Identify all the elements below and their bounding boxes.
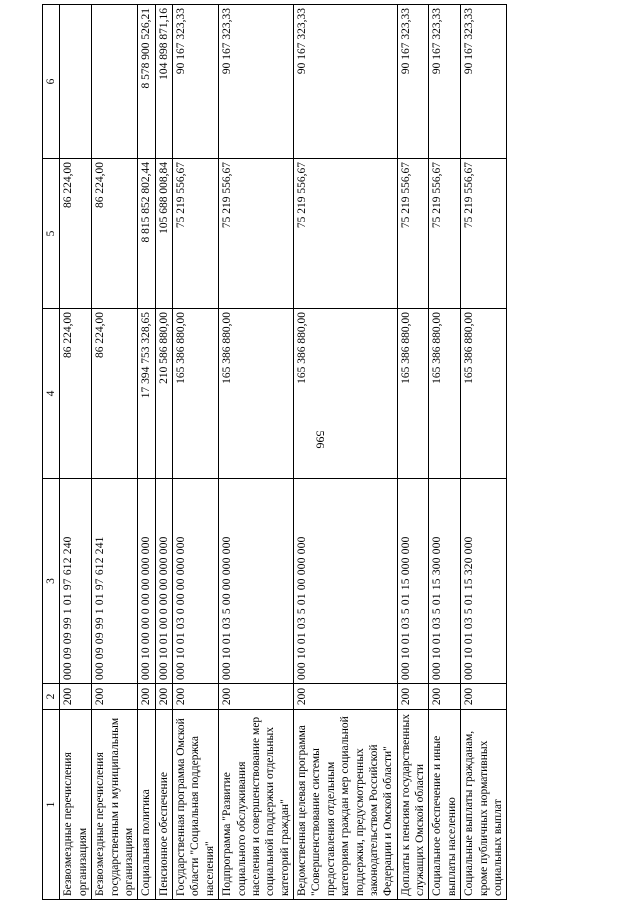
col-header-4: 4 [43, 309, 60, 479]
row-value-5: 86 224,00 [60, 159, 92, 309]
row-code: 200 [60, 684, 92, 710]
row-value-5: 75 219 556,67 [429, 159, 461, 309]
budget-table [42, 4, 507, 900]
col-header-3: 3 [43, 479, 60, 684]
row-value-4: 165 386 880,00 [294, 309, 398, 479]
row-kbk: 000 10 01 03 5 00 00 000 000 [219, 479, 294, 684]
table-row [219, 5, 294, 900]
table-row [461, 5, 507, 900]
row-value-5: 75 219 556,67 [461, 159, 507, 309]
row-code: 200 [155, 684, 172, 710]
table-row [429, 5, 461, 900]
page-number: 596 [313, 430, 328, 449]
col-header-5: 5 [43, 159, 60, 309]
row-value-4: 165 386 880,00 [219, 309, 294, 479]
row-value-5: 75 219 556,67 [173, 159, 219, 309]
row-value-6 [92, 5, 138, 159]
row-code: 200 [92, 684, 138, 710]
row-value-6: 104 898 871,16 [155, 5, 172, 159]
row-kbk: 000 10 01 03 0 00 00 000 000 [173, 479, 219, 684]
row-value-4: 210 586 880,00 [155, 309, 172, 479]
row-kbk: 000 09 09 99 1 01 97 612 241 [92, 479, 138, 684]
row-code: 200 [294, 684, 398, 710]
table-row [155, 5, 172, 900]
table-row [60, 5, 92, 900]
row-value-5: 75 219 556,67 [294, 159, 398, 309]
row-name: Государственная программа Омской области "Социальная поддержка населения" [173, 710, 219, 900]
row-kbk: 000 10 01 00 0 00 00 000 000 [155, 479, 172, 684]
row-kbk: 000 09 09 99 1 01 97 612 240 [60, 479, 92, 684]
row-name: Подпрограмма "Развитие социального обслуживания населения и совершенствование мер социальной поддержки отдельных категорий граждан" [219, 710, 294, 900]
row-name: Безвозмездные перечисления организациям [60, 710, 92, 900]
col-header-1: 1 [43, 710, 60, 900]
row-code: 200 [461, 684, 507, 710]
row-name: Ведомственная целевая программа "Совершенствование системы предоставления отдельным категориям граждан мер социальной поддержки, предусмотренных законодательством Российской Федерации и Омской области" [294, 710, 398, 900]
row-code: 200 [138, 684, 155, 710]
row-kbk: 000 10 01 03 5 01 15 000 000 [397, 479, 429, 684]
rotated-page [42, 5, 602, 900]
row-value-6: 90 167 323,33 [294, 5, 398, 159]
row-value-6: 90 167 323,33 [219, 5, 294, 159]
row-name: Доплаты к пенсиям государственных служащих Омской области [397, 710, 429, 900]
row-value-5: 105 688 008,84 [155, 159, 172, 309]
row-kbk: 000 10 01 03 5 01 15 320 000 [461, 479, 507, 684]
table-row [397, 5, 429, 900]
row-value-5: 86 224,00 [92, 159, 138, 309]
row-value-6: 8 578 900 526,21 [138, 5, 155, 159]
row-value-5: 75 219 556,67 [397, 159, 429, 309]
row-value-6: 90 167 323,33 [461, 5, 507, 159]
row-value-4: 165 386 880,00 [173, 309, 219, 479]
row-value-4: 86 224,00 [60, 309, 92, 479]
rotated-content [42, 5, 602, 900]
row-value-5: 8 815 852 802,44 [138, 159, 155, 309]
row-value-5: 75 219 556,67 [219, 159, 294, 309]
row-value-4: 165 386 880,00 [397, 309, 429, 479]
row-value-6: 90 167 323,33 [173, 5, 219, 159]
row-kbk: 000 10 00 00 0 00 00 000 000 [138, 479, 155, 684]
row-name: Социальная политика [138, 710, 155, 900]
row-name: Безвозмездные перечисления государственным и муниципальным организациям [92, 710, 138, 900]
row-name: Социальное обеспечение и иные выплаты населению [429, 710, 461, 900]
col-header-2: 2 [43, 684, 60, 710]
row-value-4: 86 224,00 [92, 309, 138, 479]
table-row [92, 5, 138, 900]
row-value-4: 17 394 753 328,65 [138, 309, 155, 479]
row-value-6: 90 167 323,33 [397, 5, 429, 159]
row-code: 200 [397, 684, 429, 710]
row-value-6 [60, 5, 92, 159]
row-name: Пенсионное обеспечение [155, 710, 172, 900]
row-value-6: 90 167 323,33 [429, 5, 461, 159]
row-value-4: 165 386 880,00 [461, 309, 507, 479]
row-kbk: 000 10 01 03 5 01 00 000 000 [294, 479, 398, 684]
table-row [138, 5, 155, 900]
row-value-4: 165 386 880,00 [429, 309, 461, 479]
header-row [43, 5, 60, 900]
table-row [173, 5, 219, 900]
row-code: 200 [219, 684, 294, 710]
row-code: 200 [173, 684, 219, 710]
row-code: 200 [429, 684, 461, 710]
col-header-6: 6 [43, 5, 60, 159]
row-kbk: 000 10 01 03 5 01 15 300 000 [429, 479, 461, 684]
row-name: Социальные выплаты гражданам, кроме публичных нормативных социальных выплат [461, 710, 507, 900]
table-row [294, 5, 398, 900]
